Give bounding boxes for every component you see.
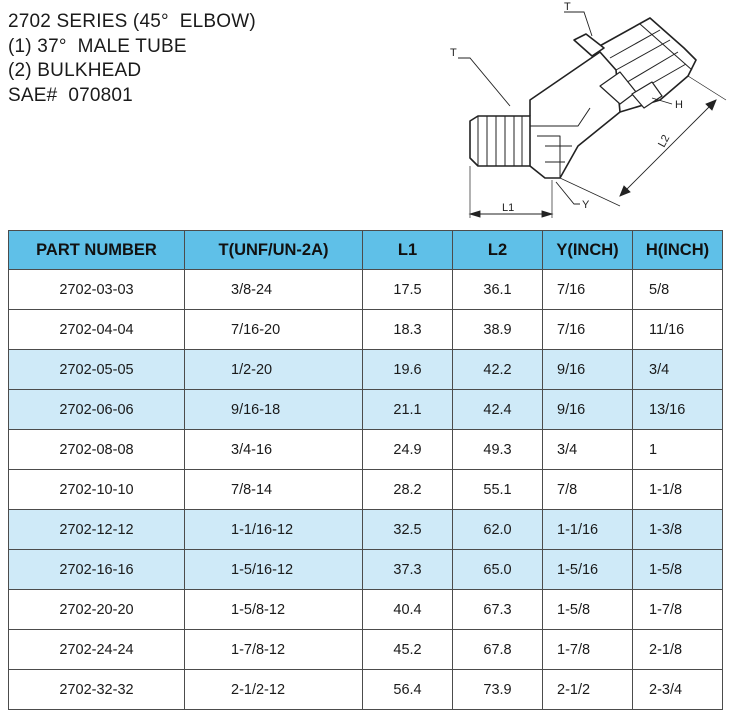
cell-l2: 55.1	[453, 470, 543, 510]
cell-part-number: 2702-32-32	[9, 670, 185, 710]
table-row	[9, 390, 723, 430]
cell-h: 5/8	[633, 270, 723, 310]
cell-l2: 65.0	[453, 550, 543, 590]
cell-part-number: 2702-16-16	[9, 550, 185, 590]
leader-t-left	[458, 58, 510, 106]
end-type-2: (2) BULKHEAD	[8, 60, 142, 81]
cell-h: 1	[633, 430, 723, 470]
cell-l1: 56.4	[363, 670, 453, 710]
cell-thread: 1-1/16-12	[185, 510, 363, 550]
sae-number: SAE# 070801	[8, 84, 133, 106]
cell-y: 7/8	[543, 470, 633, 510]
cell-l1: 18.3	[363, 310, 453, 350]
cell-h: 1-7/8	[633, 590, 723, 630]
label-t-left: T	[450, 47, 457, 59]
cell-y: 3/4	[543, 430, 633, 470]
cell-thread: 3/8-24	[185, 270, 363, 310]
cell-y: 7/16	[543, 310, 633, 350]
col-y: Y(INCH)	[543, 231, 633, 270]
label-y: Y	[582, 199, 590, 211]
cell-l2: 62.0	[453, 510, 543, 550]
fitting-drawing	[0, 0, 730, 228]
cell-y: 9/16	[543, 350, 633, 390]
cell-thread: 7/16-20	[185, 310, 363, 350]
cell-l2: 49.3	[453, 430, 543, 470]
dimension-l2	[620, 100, 716, 196]
table-header-row	[9, 231, 723, 270]
cell-h: 13/16	[633, 390, 723, 430]
table-row	[9, 470, 723, 510]
cell-l1: 32.5	[363, 510, 453, 550]
cell-l1: 45.2	[363, 630, 453, 670]
cell-l1: 28.2	[363, 470, 453, 510]
cell-l1: 24.9	[363, 430, 453, 470]
table-row	[9, 350, 723, 390]
cell-l1: 40.4	[363, 590, 453, 630]
cell-h: 1-5/8	[633, 550, 723, 590]
col-l1: L1	[363, 231, 453, 270]
table-row	[9, 630, 723, 670]
cell-l1: 19.6	[363, 350, 453, 390]
cell-thread: 9/16-18	[185, 390, 363, 430]
col-l2: L2	[453, 231, 543, 270]
cell-l1: 37.3	[363, 550, 453, 590]
cell-l1: 17.5	[363, 270, 453, 310]
cell-part-number: 2702-04-04	[9, 310, 185, 350]
end-type-1: (1) 37° MALE TUBE	[8, 35, 187, 57]
cell-l1: 21.1	[363, 390, 453, 430]
table-row	[9, 670, 723, 710]
cell-y: 1-5/8	[543, 590, 633, 630]
cell-h: 2-1/8	[633, 630, 723, 670]
cell-thread: 1/2-20	[185, 350, 363, 390]
spec-table	[8, 230, 723, 710]
cell-l2: 73.9	[453, 670, 543, 710]
table-row	[9, 510, 723, 550]
cell-part-number: 2702-12-12	[9, 510, 185, 550]
cell-y: 1-1/16	[543, 510, 633, 550]
cell-thread: 2-1/2-12	[185, 670, 363, 710]
cell-l2: 67.3	[453, 590, 543, 630]
cell-h: 1-3/8	[633, 510, 723, 550]
cell-part-number: 2702-05-05	[9, 350, 185, 390]
cell-part-number: 2702-10-10	[9, 470, 185, 510]
cell-part-number: 2702-08-08	[9, 430, 185, 470]
dimension-labels	[450, 1, 683, 214]
cell-l2: 42.2	[453, 350, 543, 390]
cell-thread: 3/4-16	[185, 430, 363, 470]
cell-thread: 7/8-14	[185, 470, 363, 510]
table-row	[9, 590, 723, 630]
table-row	[9, 270, 723, 310]
leader-t-top	[564, 12, 592, 36]
series-title: 2702 SERIES (45° ELBOW)	[8, 11, 256, 32]
col-h: H(INCH)	[633, 231, 723, 270]
cell-y: 1-5/16	[543, 550, 633, 590]
cell-part-number: 2702-03-03	[9, 270, 185, 310]
cell-h: 11/16	[633, 310, 723, 350]
cell-l2: 67.8	[453, 630, 543, 670]
col-thread: T(UNF/UN-2A)	[185, 231, 363, 270]
table-row	[9, 310, 723, 350]
cell-part-number: 2702-20-20	[9, 590, 185, 630]
cell-h: 2-3/4	[633, 670, 723, 710]
label-t-top: T	[564, 1, 571, 13]
cell-thread: 1-7/8-12	[185, 630, 363, 670]
cell-part-number: 2702-06-06	[9, 390, 185, 430]
cell-y: 9/16	[543, 390, 633, 430]
label-l2: L2	[656, 132, 673, 150]
table-row	[9, 550, 723, 590]
cell-part-number: 2702-24-24	[9, 630, 185, 670]
cell-l2: 42.4	[453, 390, 543, 430]
label-l1: L1	[502, 202, 515, 214]
cell-h: 3/4	[633, 350, 723, 390]
cell-thread: 1-5/16-12	[185, 550, 363, 590]
cell-y: 2-1/2	[543, 670, 633, 710]
cell-thread: 1-5/8-12	[185, 590, 363, 630]
col-part-number: PART NUMBER	[9, 231, 185, 270]
cell-l2: 36.1	[453, 270, 543, 310]
label-h: H	[675, 99, 683, 111]
cell-l2: 38.9	[453, 310, 543, 350]
cell-h: 1-1/8	[633, 470, 723, 510]
elbow-body-outline	[530, 52, 620, 178]
table-row	[9, 430, 723, 470]
cell-y: 1-7/8	[543, 630, 633, 670]
tube-end-outline	[470, 116, 530, 166]
cell-y: 7/16	[543, 270, 633, 310]
